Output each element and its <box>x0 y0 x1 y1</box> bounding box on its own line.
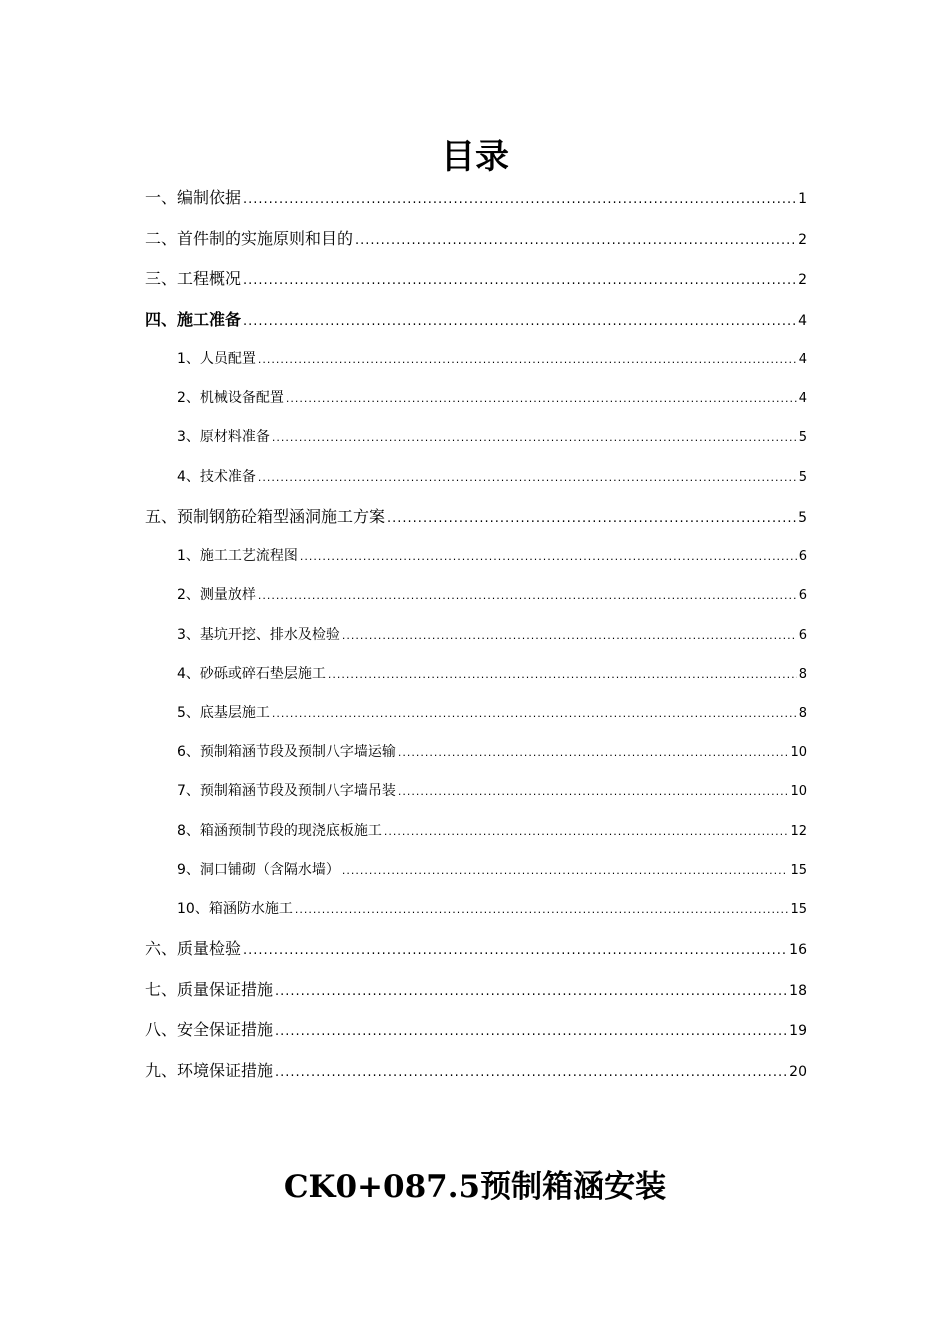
toc-leader-dots <box>286 379 797 418</box>
toc-entry-label: 四、施工准备 <box>145 309 242 329</box>
toc-entry[interactable] <box>145 219 807 260</box>
toc-entry[interactable] <box>145 851 807 890</box>
toc-entry-page-number: 10 <box>790 784 807 800</box>
toc-entry-page-number: 18 <box>789 982 807 999</box>
toc-entry-page-number: 20 <box>789 1063 807 1080</box>
toc-entry[interactable] <box>145 458 807 497</box>
toc-entry-label: 4、技术准备 <box>177 468 256 485</box>
toc-entry-label: 8、箱涵预制节段的现浇底板施工 <box>177 822 382 839</box>
toc-leader-dots <box>342 616 797 655</box>
toc-entry-label: 7、预制箱涵节段及预制八字墙吊装 <box>177 783 396 800</box>
toc-entry-page-number: 1 <box>798 191 807 207</box>
toc-title: 目录 <box>441 137 509 177</box>
toc-entry-page-number: 5 <box>798 430 807 446</box>
toc-entry[interactable] <box>145 694 807 733</box>
toc-entry-page-number: 4 <box>798 312 807 329</box>
toc-leader-dots <box>258 576 797 615</box>
toc-entry-label: 10、箱涵防水施工 <box>177 900 293 917</box>
toc-leader-dots <box>355 221 796 260</box>
toc-entry[interactable] <box>145 929 807 970</box>
toc-entry[interactable] <box>145 418 807 457</box>
toc-entry-page-number: 6 <box>798 549 807 565</box>
toc-entry-label: 3、原材料准备 <box>177 429 270 446</box>
toc-entry[interactable] <box>145 1051 807 1092</box>
toc-entry[interactable] <box>145 655 807 694</box>
toc-entry-page-number: 4 <box>798 391 807 407</box>
toc-leader-dots <box>275 1012 787 1051</box>
toc-entry-page-number: 15 <box>790 901 807 917</box>
table-of-contents <box>145 178 807 1091</box>
toc-leader-dots <box>243 261 796 300</box>
toc-entry-label: 5、底基层施工 <box>177 705 270 721</box>
toc-entry[interactable] <box>145 259 807 300</box>
toc-leader-dots <box>398 733 789 772</box>
toc-entry-page-number: 15 <box>790 862 807 878</box>
toc-leader-dots <box>398 772 789 811</box>
document-heading: CK0+087.5预制箱涵安装 <box>283 1169 667 1205</box>
toc-entry-page-number: 5 <box>798 509 807 526</box>
toc-entry-label: 2、机械设备配置 <box>177 390 284 407</box>
toc-entry[interactable] <box>145 772 807 811</box>
toc-entry[interactable] <box>145 812 807 851</box>
toc-leader-dots <box>272 694 797 733</box>
toc-entry-label: 4、砂砾或碎石垫层施工 <box>177 665 326 682</box>
toc-entry-label: 九、环境保证措施 <box>145 1060 274 1080</box>
toc-leader-dots <box>300 537 797 576</box>
toc-entry-label: 六、质量检验 <box>145 939 242 959</box>
toc-entry[interactable] <box>145 576 807 615</box>
toc-entry[interactable] <box>145 340 807 379</box>
toc-leader-dots <box>243 180 796 219</box>
toc-entry-page-number: 8 <box>798 666 807 682</box>
toc-leader-dots <box>275 972 787 1011</box>
toc-entry[interactable] <box>145 970 807 1011</box>
toc-entry-label: 八、安全保证措施 <box>145 1020 274 1040</box>
toc-entry[interactable] <box>145 733 807 772</box>
toc-leader-dots <box>258 458 797 497</box>
toc-entry[interactable] <box>145 616 807 655</box>
toc-entry-label: 一、编制依据 <box>145 188 242 207</box>
toc-entry-label: 9、洞口铺砌（含隔水墙） <box>177 861 340 878</box>
toc-entry-label: 3、基坑开挖、排水及检验 <box>177 626 340 643</box>
toc-entry[interactable] <box>145 537 807 576</box>
toc-entry-label: 6、预制箱涵节段及预制八字墙运输 <box>177 744 396 761</box>
toc-leader-dots <box>243 931 787 970</box>
toc-leader-dots <box>384 812 789 851</box>
toc-entry-page-number: 5 <box>798 469 807 485</box>
toc-entry[interactable] <box>145 300 807 341</box>
toc-entry-page-number: 4 <box>798 352 807 367</box>
toc-entry-page-number: 6 <box>798 627 807 643</box>
toc-leader-dots <box>275 1053 787 1092</box>
toc-entry-label: 2、测量放样 <box>177 587 256 604</box>
toc-entry[interactable] <box>145 379 807 418</box>
toc-leader-dots <box>328 655 797 694</box>
toc-entry[interactable] <box>145 1010 807 1051</box>
toc-entry-label: 二、首件制的实施原则和目的 <box>145 228 354 248</box>
toc-entry[interactable] <box>145 890 807 929</box>
toc-entry-page-number: 16 <box>789 942 807 959</box>
toc-leader-dots <box>243 302 796 341</box>
toc-entry[interactable] <box>145 497 807 538</box>
toc-entry-label: 五、预制钢筋砼箱型涵洞施工方案 <box>145 506 386 526</box>
toc-entry-label: 七、质量保证措施 <box>145 979 274 999</box>
toc-leader-dots <box>295 890 789 929</box>
toc-entry-label: 1、施工工艺流程图 <box>177 548 298 565</box>
toc-leader-dots <box>387 499 796 538</box>
toc-entry[interactable] <box>145 178 807 219</box>
toc-leader-dots <box>342 851 789 890</box>
toc-leader-dots <box>258 340 797 379</box>
toc-entry-label: 三、工程概况 <box>145 269 242 288</box>
toc-entry-page-number: 6 <box>798 588 807 604</box>
toc-entry-page-number: 8 <box>798 706 807 721</box>
toc-entry-page-number: 19 <box>789 1023 807 1040</box>
toc-leader-dots <box>272 418 797 457</box>
toc-entry-page-number: 10 <box>790 745 807 761</box>
toc-entry-page-number: 2 <box>798 272 807 288</box>
toc-entry-label: 1、人员配置 <box>177 351 256 367</box>
toc-entry-page-number: 2 <box>798 231 807 248</box>
toc-entry-page-number: 12 <box>790 823 807 839</box>
